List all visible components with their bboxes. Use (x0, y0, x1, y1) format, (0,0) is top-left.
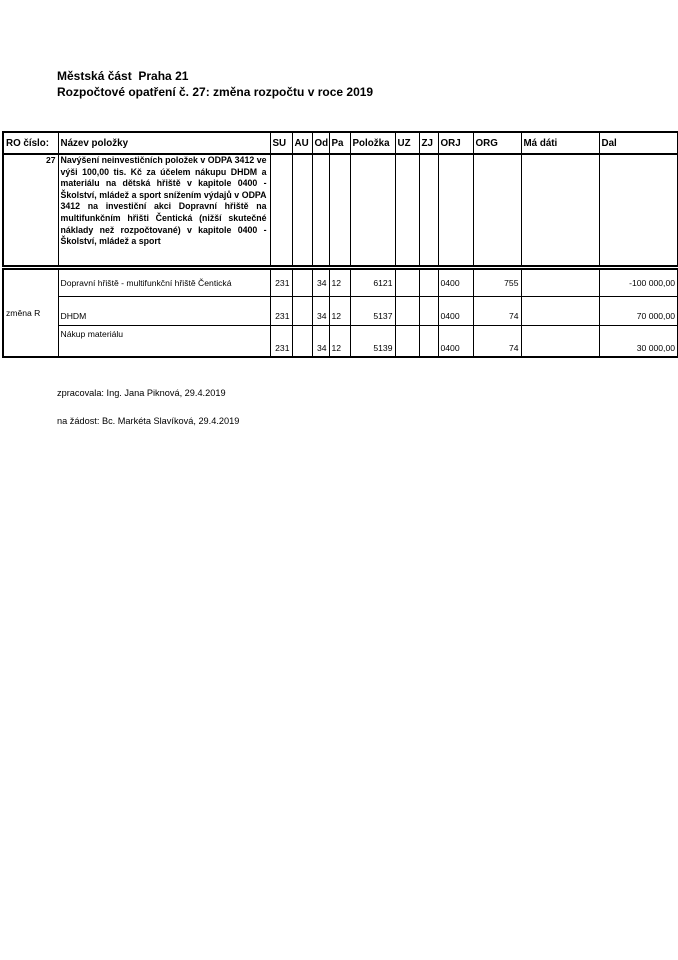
dal-cell: 70 000,00 (599, 297, 678, 326)
uz-cell (395, 326, 419, 358)
dal-cell: -100 000,00 (599, 269, 678, 297)
au-cell (292, 326, 312, 358)
col-header-pa: Pa (329, 132, 350, 154)
empty-cell-od (312, 154, 329, 266)
ma-dati-cell (521, 269, 599, 297)
pa-cell: 12 (329, 297, 350, 326)
col-header-au: AU (292, 132, 312, 154)
orj-cell: 0400 (438, 297, 473, 326)
od-cell: 34 (312, 326, 329, 358)
col-header-ma-dati: Má dáti (521, 132, 599, 154)
zj-cell (419, 269, 438, 297)
table-header-row (3, 132, 678, 154)
empty-cell-uz (395, 154, 419, 266)
col-header-orj: ORJ (438, 132, 473, 154)
au-cell (292, 269, 312, 297)
empty-cell-au (292, 154, 312, 266)
budget-table-top (2, 131, 678, 267)
empty-cell-dal (599, 154, 678, 266)
table-row (3, 326, 678, 358)
description-cell (58, 154, 270, 266)
document-title: Rozpočtové opatření č. 27: změna rozpočtu v roce 2019 (57, 85, 374, 99)
polozka-cell: 6121 (350, 269, 395, 297)
org-cell: 74 (473, 326, 521, 358)
change-type-cell: změna R (3, 269, 58, 357)
uz-cell (395, 297, 419, 326)
document-header (57, 68, 373, 100)
empty-cell-org (473, 154, 521, 266)
ma-dati-cell (521, 297, 599, 326)
ma-dati-cell (521, 326, 599, 358)
od-cell: 34 (312, 297, 329, 326)
orj-cell: 0400 (438, 326, 473, 358)
zj-cell (419, 297, 438, 326)
col-header-nazev: Název položky (58, 132, 270, 154)
empty-cell-polozka (350, 154, 395, 266)
su-cell: 231 (270, 297, 292, 326)
ro-number-cell: 27 (3, 154, 58, 266)
col-header-org: ORG (473, 132, 521, 154)
au-cell (292, 297, 312, 326)
od-cell: 34 (312, 269, 329, 297)
col-header-od: Od (312, 132, 329, 154)
empty-cell-pa (329, 154, 350, 266)
table-row (3, 269, 678, 297)
col-header-ro-cislo: RO číslo: (3, 132, 58, 154)
orj-cell: 0400 (438, 269, 473, 297)
pa-cell: 12 (329, 326, 350, 358)
empty-cell-zj (419, 154, 438, 266)
polozka-cell: 5139 (350, 326, 395, 358)
su-cell: 231 (270, 269, 292, 297)
col-header-su: SU (270, 132, 292, 154)
description-text: Navýšení neinvestičních položek v ODPA 3412 ve výši 100,00 tis. Kč za účelem nákupu DHDM a materiálu na dětská hřiště v kapitole 0400 - Školství, mládež a sport snížením výdajů v ODPA 3412 na investiční akci Dopravní hřiště na multifunkčním hřišti Čentická (nižší skutečné náklady než rozpočtované) v kapitole 0400 - Školství, mládež a sport (60, 155, 267, 247)
empty-cell-su (270, 154, 292, 266)
requested-by-line: na žádost: Bc. Markéta Slavíková, 29.4.2019 (57, 416, 240, 426)
item-name-cell: Nákup materiálu (58, 326, 270, 358)
zj-cell (419, 326, 438, 358)
item-name-cell: DHDM (58, 297, 270, 326)
item-name-cell: Dopravní hřiště - multifunkční hřiště Čentická (58, 269, 270, 297)
empty-cell-orj (438, 154, 473, 266)
prepared-by-line: zpracovala: Ing. Jana Piknová, 29.4.2019 (57, 388, 226, 398)
col-header-dal: Dal (599, 132, 678, 154)
col-header-polozka: Položka (350, 132, 395, 154)
col-header-uz: UZ (395, 132, 419, 154)
dal-cell: 30 000,00 (599, 326, 678, 358)
description-row (3, 154, 678, 266)
org-title: Městská část Praha 21 (57, 69, 189, 83)
col-header-zj: ZJ (419, 132, 438, 154)
su-cell: 231 (270, 326, 292, 358)
polozka-cell: 5137 (350, 297, 395, 326)
org-cell: 74 (473, 297, 521, 326)
uz-cell (395, 269, 419, 297)
budget-table-entries (2, 268, 678, 358)
table-row (3, 297, 678, 326)
empty-cell-ma-dati (521, 154, 599, 266)
org-cell: 755 (473, 269, 521, 297)
pa-cell: 12 (329, 269, 350, 297)
